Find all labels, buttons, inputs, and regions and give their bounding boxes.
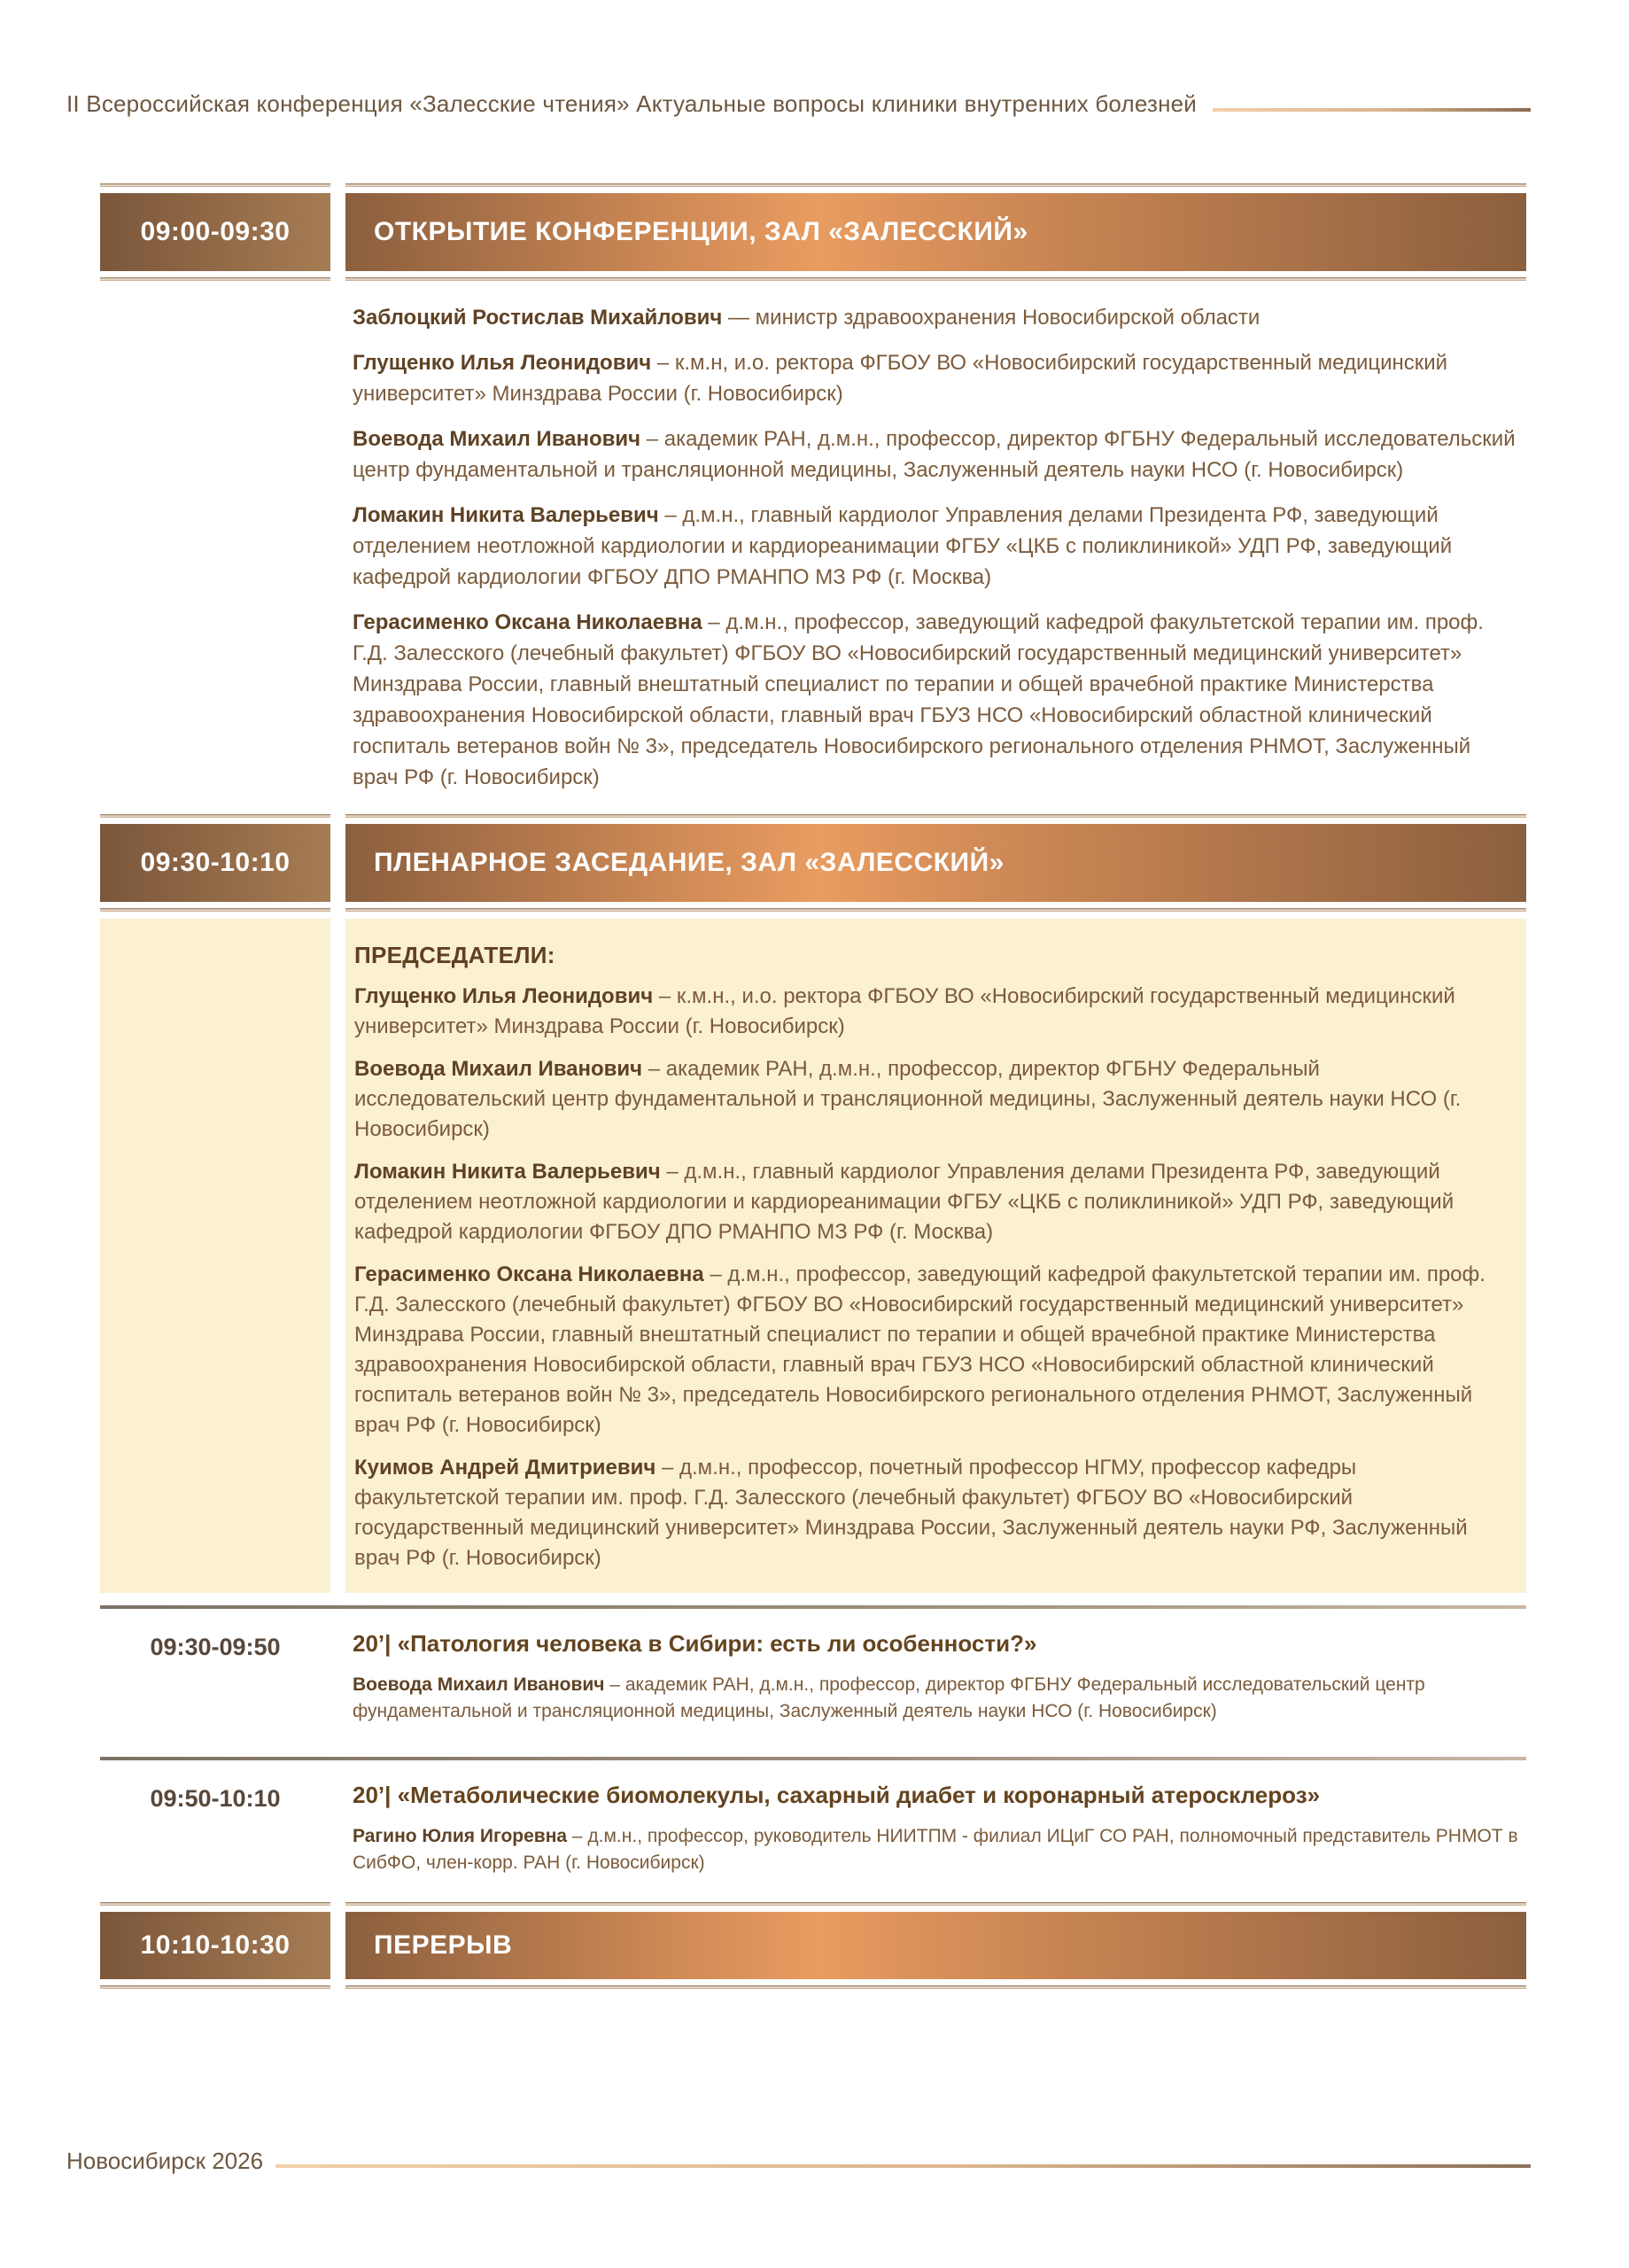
hairline-below-break	[100, 1985, 1526, 1989]
talk-body	[345, 1782, 1526, 1876]
hairline-below-opening	[100, 277, 1526, 281]
speaker-entry	[353, 347, 1519, 409]
speaker-name: Герасименко Оксана Николаевна	[353, 610, 702, 634]
speaker-name: Глущенко Илья Леонидович	[353, 351, 652, 375]
hairline-segment	[345, 908, 1526, 912]
hairline-segment	[100, 908, 330, 912]
chair-name: Куимов Андрей Дмитриевич	[354, 1456, 656, 1480]
page-footer	[66, 2148, 1531, 2175]
hairline-segment	[100, 277, 330, 281]
column-gutter	[330, 193, 345, 271]
chair-entry	[354, 982, 1496, 1042]
session-band-break	[100, 1912, 1526, 1979]
speaker-entry	[353, 302, 1519, 333]
speaker-description: – д.м.н., главный кардиолог Управления делами Президента РФ, заведующий отделением неотложной кардиологии и кардиореанимации ФГБУ «ЦКБ с поликлиникой» УДП РФ, заведующий кафедрой кардиологии ФГБОУ ДПО РМАНПО МЗ РФ (г. Москва)	[353, 503, 1453, 589]
speaker-entry	[353, 423, 1519, 485]
chair-name: Воевода Михаил Иванович	[354, 1057, 643, 1081]
cream-time-column	[100, 919, 330, 1593]
program-table	[100, 177, 1526, 1989]
talks-list	[100, 1605, 1526, 1896]
column-gutter	[330, 1912, 345, 1979]
hairline-segment	[345, 1985, 1526, 1989]
footer-rule	[275, 2164, 1531, 2168]
column-gutter	[330, 908, 345, 912]
column-gutter	[330, 1985, 345, 1989]
page-header	[66, 90, 1531, 118]
chair-description: – д.м.н., главный кардиолог Управления делами Президента РФ, заведующий отделением неотложной кардиологии и кардиореанимации ФГБУ «ЦКБ с поликлиникой» УДП РФ, заведующий кафедрой кардиологии ФГБОУ ДПО РМАНПО МЗ РФ (г. Москва)	[354, 1160, 1454, 1244]
chair-entry	[354, 1453, 1496, 1573]
talk-time: 09:50-10:10	[150, 1785, 281, 1812]
talk-row	[100, 1760, 1526, 1896]
speaker-description: – академик РАН, д.м.н., профессор, директор ФГБНУ Федеральный исследовательский центр фундаментальной и трансляционной медицины, Заслуженный деятель науки НСО (г. Новосибирск)	[353, 427, 1516, 482]
hairline-segment	[345, 1902, 1526, 1906]
talk-block	[100, 1605, 1526, 1744]
hairline-above-opening	[100, 183, 1526, 187]
talk-title: 20’| «Метаболические биомолекулы, сахарный диабет и коронарный атеросклероз»	[353, 1782, 1321, 1808]
speaker-description: – д.м.н., профессор, заведующий кафедрой факультетской терапии им. проф. Г.Д. Залесского (лечебный факультет) ФГБОУ ВО «Новосибирский государственный медицинский университет» Минздрава России, главный внештатный специалист по терапии и общей врачебной практике Министерства здравоохранения Новосибирской области, главный врач ГБУЗ НСО «Новосибирский областной клинический госпиталь ветеранов войн № 3», председатель Новосибирского регионального отделения РНМОТ, Заслуженный врач РФ (г. Новосибирск)	[353, 610, 1484, 789]
speaker-description: — министр здравоохранения Новосибирской области	[722, 306, 1261, 330]
hairline-segment	[100, 1902, 330, 1906]
opening-speakers-list	[345, 302, 1519, 793]
hairline-above-break	[100, 1902, 1526, 1906]
column-gutter	[330, 1630, 345, 1725]
chair-name: Глущенко Илья Леонидович	[354, 984, 654, 1008]
chair-entry	[354, 1260, 1496, 1441]
band-time: 09:00-09:30	[100, 193, 330, 271]
talk-body	[345, 1630, 1526, 1725]
column-gutter	[330, 183, 345, 187]
session-band-opening	[100, 193, 1526, 271]
chairs-panel	[345, 919, 1526, 1593]
hairline-segment	[100, 814, 330, 818]
column-gutter	[330, 919, 345, 1593]
speaker-entry	[353, 607, 1519, 793]
conference-title: II Всероссийская конференция «Залесские чтения» Актуальные вопросы клиники внутренних болезней	[66, 90, 1198, 117]
hairline-above-plenary	[100, 814, 1526, 818]
column-gutter	[330, 1902, 345, 1906]
talk-speaker	[353, 1672, 1526, 1725]
chairs-list	[354, 982, 1496, 1573]
hairline-below-plenary	[100, 908, 1526, 912]
talk-time: 09:30-09:50	[150, 1634, 281, 1660]
speaker-name: Воевода Михаил Иванович	[353, 427, 641, 451]
session-band-plenary	[100, 824, 1526, 902]
chair-description: – к.м.н., и.о. ректора ФГБОУ ВО «Новосибирский государственный медицинский университет» Минздрава России (г. Новосибирск)	[354, 984, 1455, 1038]
hairline-segment	[345, 277, 1526, 281]
band-title: ПЕРЕРЫВ	[345, 1912, 1526, 1979]
talk-row	[100, 1609, 1526, 1744]
chair-description: – д.м.н., профессор, заведующий кафедрой факультетской терапии им. проф. Г.Д. Залесского (лечебный факультет) ФГБОУ ВО «Новосибирский государственный медицинский университет» Минздрава России, главный внештатный специалист по терапии и общей врачебной практике Министерства здравоохранения Новосибирской области, главный врач ГБУЗ НСО «Новосибирский областной клинический госпиталь ветеранов войн № 3», председатель Новосибирского регионального отделения РНМОТ, Заслуженный врач РФ (г. Новосибирск)	[354, 1262, 1485, 1437]
hairline-segment	[345, 814, 1526, 818]
hairline-segment	[345, 183, 1526, 187]
column-gutter	[330, 824, 345, 902]
column-gutter	[330, 277, 345, 281]
band-title: ПЛЕНАРНОЕ ЗАСЕДАНИЕ, ЗАЛ «ЗАЛЕССКИЙ»	[345, 824, 1526, 902]
chairs-heading: ПРЕДСЕДАТЕЛИ:	[354, 942, 555, 968]
speaker-entry	[353, 500, 1519, 593]
hairline-segment	[100, 1985, 330, 1989]
footer-city-year: Новосибирск 2026	[66, 2148, 264, 2174]
speaker-name: Ломакин Никита Валерьевич	[353, 503, 659, 527]
hairline-segment	[100, 183, 330, 187]
chair-name: Ломакин Никита Валерьевич	[354, 1160, 661, 1184]
talk-speaker-description: – академик РАН, д.м.н., профессор, директор ФГБНУ Федеральный исследовательский центр фундаментальной и трансляционной медицины, Заслуженный деятель науки НСО (г. Новосибирск)	[353, 1674, 1425, 1721]
talk-speaker-name: Рагино Юлия Игоревна	[353, 1826, 568, 1846]
chair-description: – д.м.н., профессор, почетный профессор НГМУ, профессор кафедры факультетской терапии им. проф. Г.Д. Залесского (лечебный факультет) ФГБОУ ВО «Новосибирский государственный медицинский университет» Минздрава России, Заслуженный деятель науки РФ, Заслуженный врач РФ (г. Новосибирск)	[354, 1456, 1468, 1570]
talk-title: 20’| «Патология человека в Сибири: есть ли особенности?»	[353, 1630, 1037, 1657]
chair-entry	[354, 1054, 1496, 1145]
plenary-chairs-section	[100, 919, 1526, 1593]
column-gutter	[330, 1782, 345, 1876]
chair-entry	[354, 1157, 1496, 1247]
header-rule	[1213, 108, 1531, 112]
talk-block	[100, 1757, 1526, 1896]
speaker-name: Заблоцкий Ростислав Михайлович	[353, 306, 723, 330]
band-time: 10:10-10:30	[100, 1912, 330, 1979]
band-title: ОТКРЫТИЕ КОНФЕРЕНЦИИ, ЗАЛ «ЗАЛЕССКИЙ»	[345, 193, 1526, 271]
column-gutter	[330, 814, 345, 818]
talk-speaker	[353, 1823, 1526, 1876]
speaker-description: – к.м.н, и.о. ректора ФГБОУ ВО «Новосибирский государственный медицинский университет» Минздрава России (г. Новосибирск)	[353, 351, 1448, 406]
chair-name: Герасименко Оксана Николаевна	[354, 1262, 704, 1286]
talk-speaker-name: Воевода Михаил Иванович	[353, 1674, 605, 1695]
talk-speaker-description: – д.м.н., профессор, руководитель НИИТПМ - филиал ИЦиГ СО РАН, полномочный представитель РНМОТ в СибФО, член-корр. РАН (г. Новосибирск)	[353, 1826, 1518, 1873]
band-time: 09:30-10:10	[100, 824, 330, 902]
chair-description: – академик РАН, д.м.н., профессор, директор ФГБНУ Федеральный исследовательский центр фундаментальной и трансляционной медицины, Заслуженный деятель науки НСО (г. Новосибирск)	[354, 1057, 1462, 1141]
